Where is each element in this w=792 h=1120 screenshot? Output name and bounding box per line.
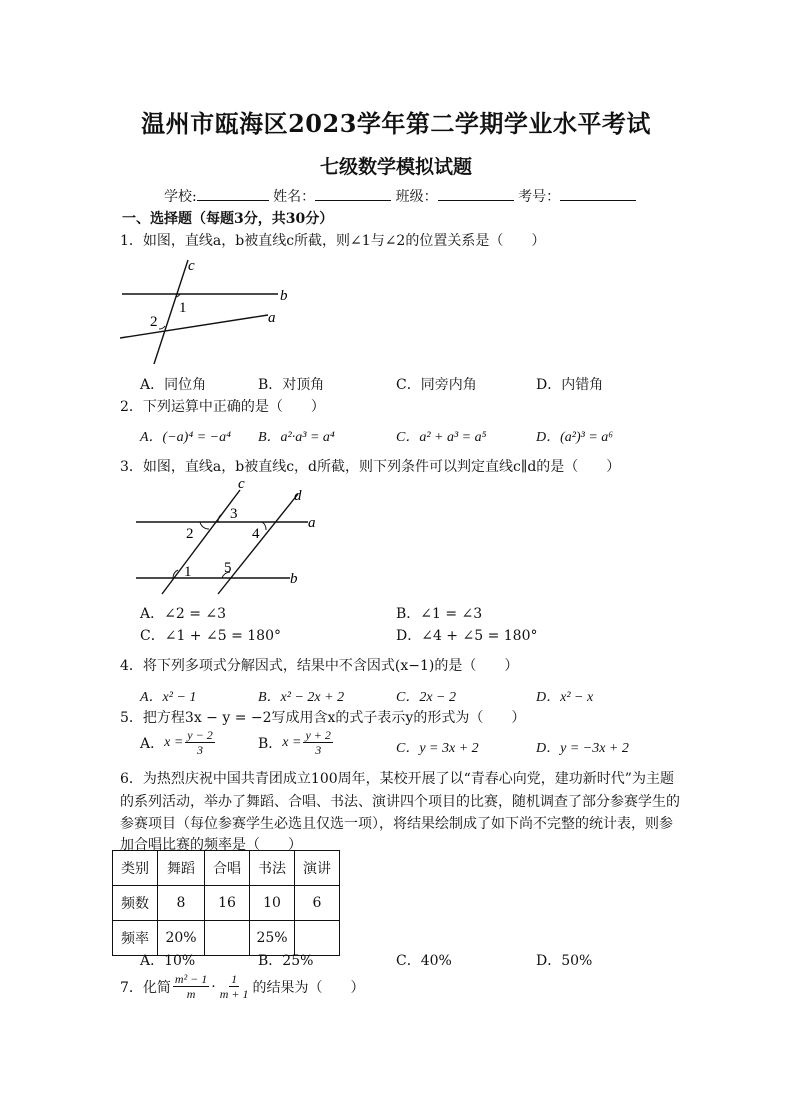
- q1-option-a[interactable]: A．同位角: [140, 377, 207, 393]
- q5-option-b-fraction: [303, 728, 332, 757]
- q1-figure: [118, 256, 298, 368]
- q4-option-c[interactable]: C．2x − 2: [396, 690, 456, 705]
- q5-option-b[interactable]: [258, 728, 335, 757]
- q1-option-b[interactable]: B．对顶角: [258, 377, 325, 393]
- student-info-row: [164, 186, 636, 206]
- table-cell: 16: [205, 886, 250, 921]
- table-cell: 8: [158, 886, 205, 921]
- table-cell: 演讲: [295, 851, 340, 886]
- q1-label-c: c: [188, 258, 195, 274]
- name-blank[interactable]: [315, 186, 391, 201]
- table-row: [113, 886, 340, 921]
- exam-number-blank[interactable]: [560, 186, 636, 201]
- q5-option-a-denominator: 3: [197, 743, 204, 757]
- q7-fraction-2-denominator: m + 1: [219, 987, 249, 1001]
- q5-option-a-label: A．: [140, 735, 165, 752]
- q1-label-b: b: [280, 288, 288, 304]
- q7-prefix: 7．化简: [120, 979, 171, 996]
- q5-option-a-numerator: y − 2: [187, 728, 213, 742]
- q6-stem-line-1: 6．为热烈庆祝中国共青团成立100周年，某校开展了以“青春心向党，建功新时代”为主题: [120, 771, 674, 787]
- q2-option-b[interactable]: B．a²·a³ = a⁴: [258, 430, 335, 445]
- q3-label-b: b: [290, 571, 298, 587]
- q6-option-d[interactable]: D．50%: [536, 953, 593, 969]
- q6-stem-line-3: 参赛项目（每位参赛学生必选且仅选一项），将结果绘制成了如下尚不完整的统计表，则参: [120, 816, 673, 832]
- q3-label-a: a: [308, 515, 316, 531]
- q5-option-d[interactable]: D．y = −3x + 2: [536, 741, 629, 756]
- exam-title: 温州市瓯海区2023学年第二学期学业水平考试: [141, 109, 651, 138]
- q5-option-c[interactable]: C．y = 3x + 2: [396, 741, 479, 756]
- q2-option-d[interactable]: D．(a²)³ = a⁶: [536, 430, 614, 445]
- q7-fraction-1-numerator: m² − 1: [174, 972, 208, 986]
- q3-angle-4: 4: [252, 526, 260, 542]
- q6-option-a[interactable]: A．10%: [140, 953, 196, 969]
- q7-fraction-2: [218, 972, 251, 1001]
- q1-angle-2: 2: [150, 314, 158, 330]
- q5-option-a[interactable]: [140, 728, 217, 757]
- q6-option-b[interactable]: B．25%: [258, 953, 314, 969]
- q3-angle-2: 2: [186, 526, 194, 542]
- q7-fraction-1: [173, 972, 209, 1001]
- q7-dot: ·: [211, 978, 216, 995]
- q6-stem-line-2: 的系列活动，举办了舞蹈、合唱、书法、演讲四个项目的比赛，随机调查了部分参赛学生的: [120, 794, 680, 810]
- q1-option-d[interactable]: D．内错角: [536, 377, 604, 393]
- table-cell: 频率: [113, 921, 158, 956]
- q6-stem-line-4: 加合唱比赛的频率是（ ）: [120, 837, 302, 853]
- q5-option-b-denominator: 3: [315, 743, 322, 757]
- exam-number-label: 考号：: [518, 189, 561, 205]
- q6-statistics-table: [112, 850, 340, 956]
- q5-option-b-lhs: x =: [282, 734, 302, 750]
- q3-option-a[interactable]: A．∠2 = ∠3: [140, 606, 227, 622]
- exam-subtitle: 七级数学模拟试题: [319, 156, 472, 178]
- q5-option-b-numerator: y + 2: [305, 728, 331, 742]
- name-label: 姓名：: [273, 189, 316, 205]
- table-cell: 合唱: [205, 851, 250, 886]
- q1-option-c[interactable]: C．同旁内角: [396, 377, 477, 393]
- q2-option-a[interactable]: A．(−a)⁴ = −a⁴: [140, 430, 231, 445]
- q3-option-b[interactable]: B．∠1 = ∠3: [396, 606, 483, 622]
- q2-option-c[interactable]: C．a² + a³ = a⁵: [396, 430, 487, 445]
- table-cell: 类别: [113, 851, 158, 886]
- table-cell: 书法: [250, 851, 295, 886]
- q1-angle-1: 1: [179, 300, 187, 316]
- q3-angle-1: 1: [184, 564, 192, 580]
- q7-fraction-1-denominator: m: [186, 987, 196, 1001]
- table-cell: 6: [295, 886, 340, 921]
- q3-label-c: c: [238, 476, 245, 492]
- q5-option-a-lhs: x =: [164, 734, 184, 750]
- table-cell: 20%: [158, 921, 205, 956]
- q3-label-d: d: [294, 488, 302, 504]
- class-label: 班级：: [395, 189, 438, 205]
- school-blank[interactable]: [197, 186, 269, 201]
- table-cell: 舞蹈: [158, 851, 205, 886]
- q3-option-c[interactable]: C．∠1 + ∠5 = 180°: [140, 628, 281, 644]
- school-label: 学校:: [164, 189, 197, 205]
- q3-stem: 3．如图，直线a，b被直线c，d所截，则下列条件可以判定直线c∥d的是（ ）: [120, 459, 621, 475]
- q5-option-b-label: B．: [258, 735, 283, 752]
- q7-suffix: 的结果为（ ）: [252, 979, 365, 996]
- q3-angle-5: 5: [224, 560, 232, 576]
- q6-option-c[interactable]: C．40%: [396, 953, 452, 969]
- q3-figure: [118, 478, 328, 596]
- q4-stem: 4．将下列多项式分解因式，结果中不含因式(x−1)的是（ ）: [120, 658, 519, 674]
- q4-option-a[interactable]: A．x² − 1: [140, 690, 197, 705]
- table-cell: 25%: [250, 921, 295, 956]
- section-heading: 一、选择题（每题3分，共30分）: [122, 211, 334, 227]
- q7-fraction-2-numerator: 1: [231, 972, 238, 986]
- q3-angle-3: 3: [230, 506, 238, 522]
- q1-line-a: [120, 315, 268, 338]
- table-cell: [205, 921, 250, 956]
- q2-stem: 2．下列运算中正确的是（ ）: [120, 399, 325, 415]
- q4-option-d[interactable]: D．x² − x: [536, 690, 594, 705]
- q5-option-a-fraction: [185, 728, 214, 757]
- q1-label-a: a: [268, 310, 276, 326]
- q1-stem: 1．如图，直线a，b被直线c所截，则∠1与∠2的位置关系是（ ）: [120, 233, 546, 249]
- table-cell: 10: [250, 886, 295, 921]
- class-blank[interactable]: [438, 186, 514, 201]
- table-cell: 频数: [113, 886, 158, 921]
- q3-option-d[interactable]: D．∠4 + ∠5 = 180°: [396, 628, 538, 644]
- table-header-row: [113, 851, 340, 886]
- q5-stem: 5．把方程3x − y = −2写成用含x的式子表示y的形式为（ ）: [120, 710, 526, 726]
- q7-stem: [120, 972, 365, 1001]
- q4-option-b[interactable]: B．x² − 2x + 2: [258, 690, 345, 705]
